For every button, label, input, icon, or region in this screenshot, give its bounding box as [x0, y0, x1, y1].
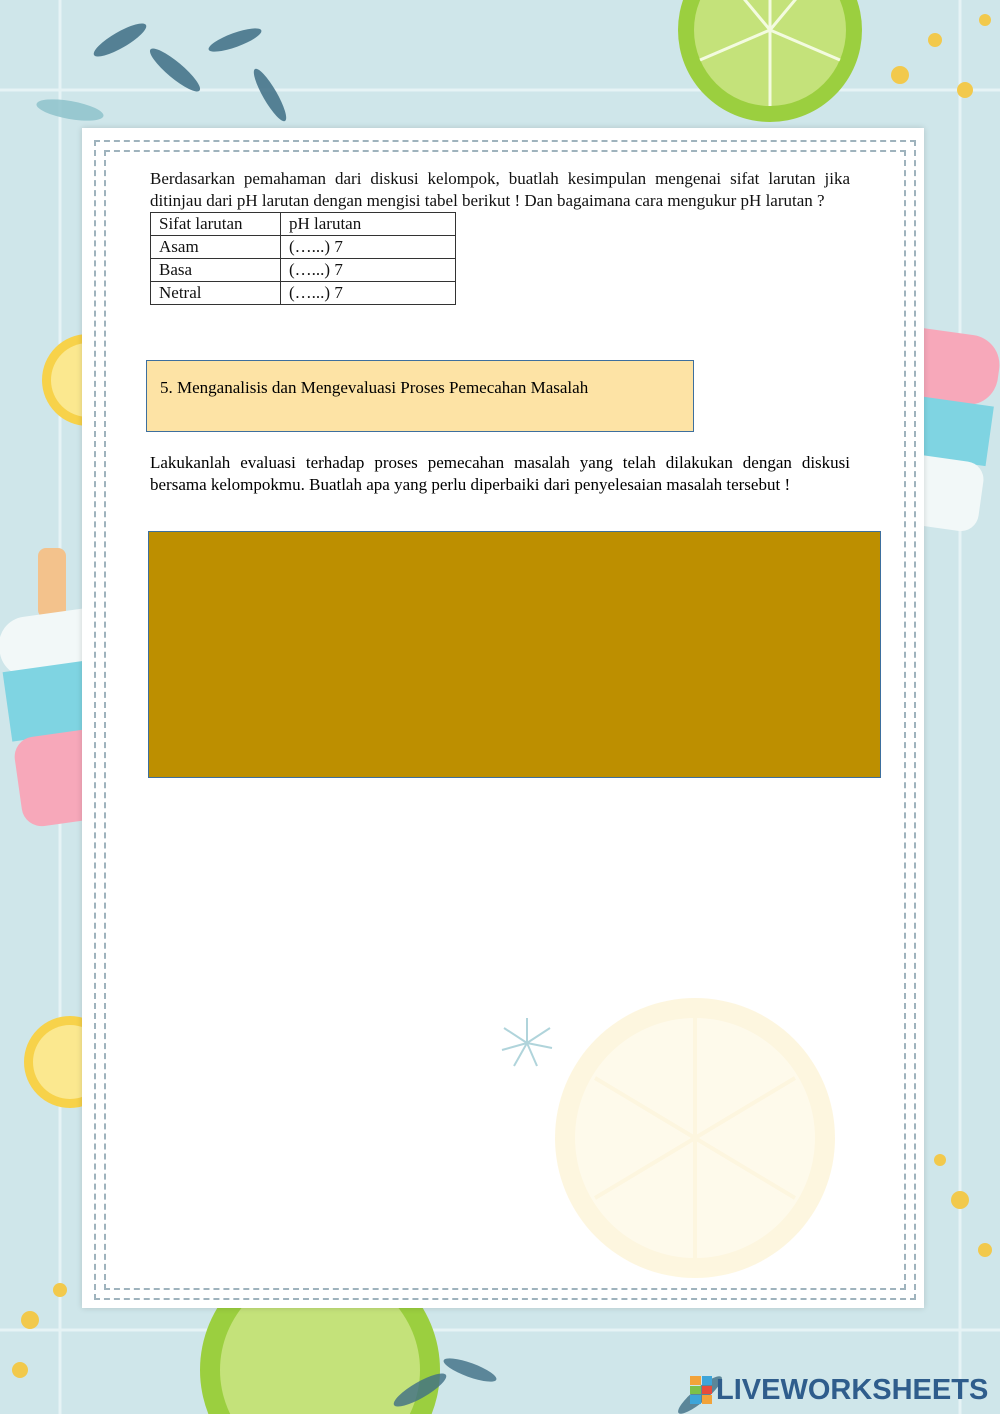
liveworksheets-logo-icon — [690, 1376, 712, 1404]
intro-paragraph: Berdasarkan pemahaman dari diskusi kelompok, buatlah kesimpulan mengenai sifat larutan jika ditinjau dari pH larutan dengan mengisi tabel berikut ! Dan bagaimana cara mengukur pH larutan ? — [150, 169, 850, 210]
table-row — [151, 236, 456, 259]
table-cell: (…...) 7 — [281, 282, 456, 305]
table-cell: Asam — [151, 236, 281, 259]
table-cell: (…...) 7 — [281, 236, 456, 259]
answer-input-box[interactable] — [148, 531, 881, 778]
table-row — [151, 259, 456, 282]
table-cell: Basa — [151, 259, 281, 282]
evaluation-paragraph: Lakukanlah evaluasi terhadap proses pemecahan masalah yang telah dilakukan dengan diskusi bersama kelompokmu. Buatlah apa yang perlu diperbaiki dari penyelesaian masalah tersebut ! — [150, 453, 850, 494]
logo-text: LIVEWORKSHEETS — [716, 1373, 989, 1406]
table-header-row — [151, 213, 456, 236]
table-cell: (…...) 7 — [281, 259, 456, 282]
section-heading-box — [146, 360, 694, 432]
table-row — [151, 282, 456, 305]
liveworksheets-logo — [690, 1372, 988, 1408]
table-cell: Netral — [151, 282, 281, 305]
table-header: Sifat larutan — [151, 213, 281, 236]
ph-table — [150, 212, 456, 305]
intro-block — [150, 168, 850, 305]
section-title: 5. Menganalisis dan Mengevaluasi Proses Pemecahan Masalah — [160, 378, 589, 397]
table-header: pH larutan — [281, 213, 456, 236]
